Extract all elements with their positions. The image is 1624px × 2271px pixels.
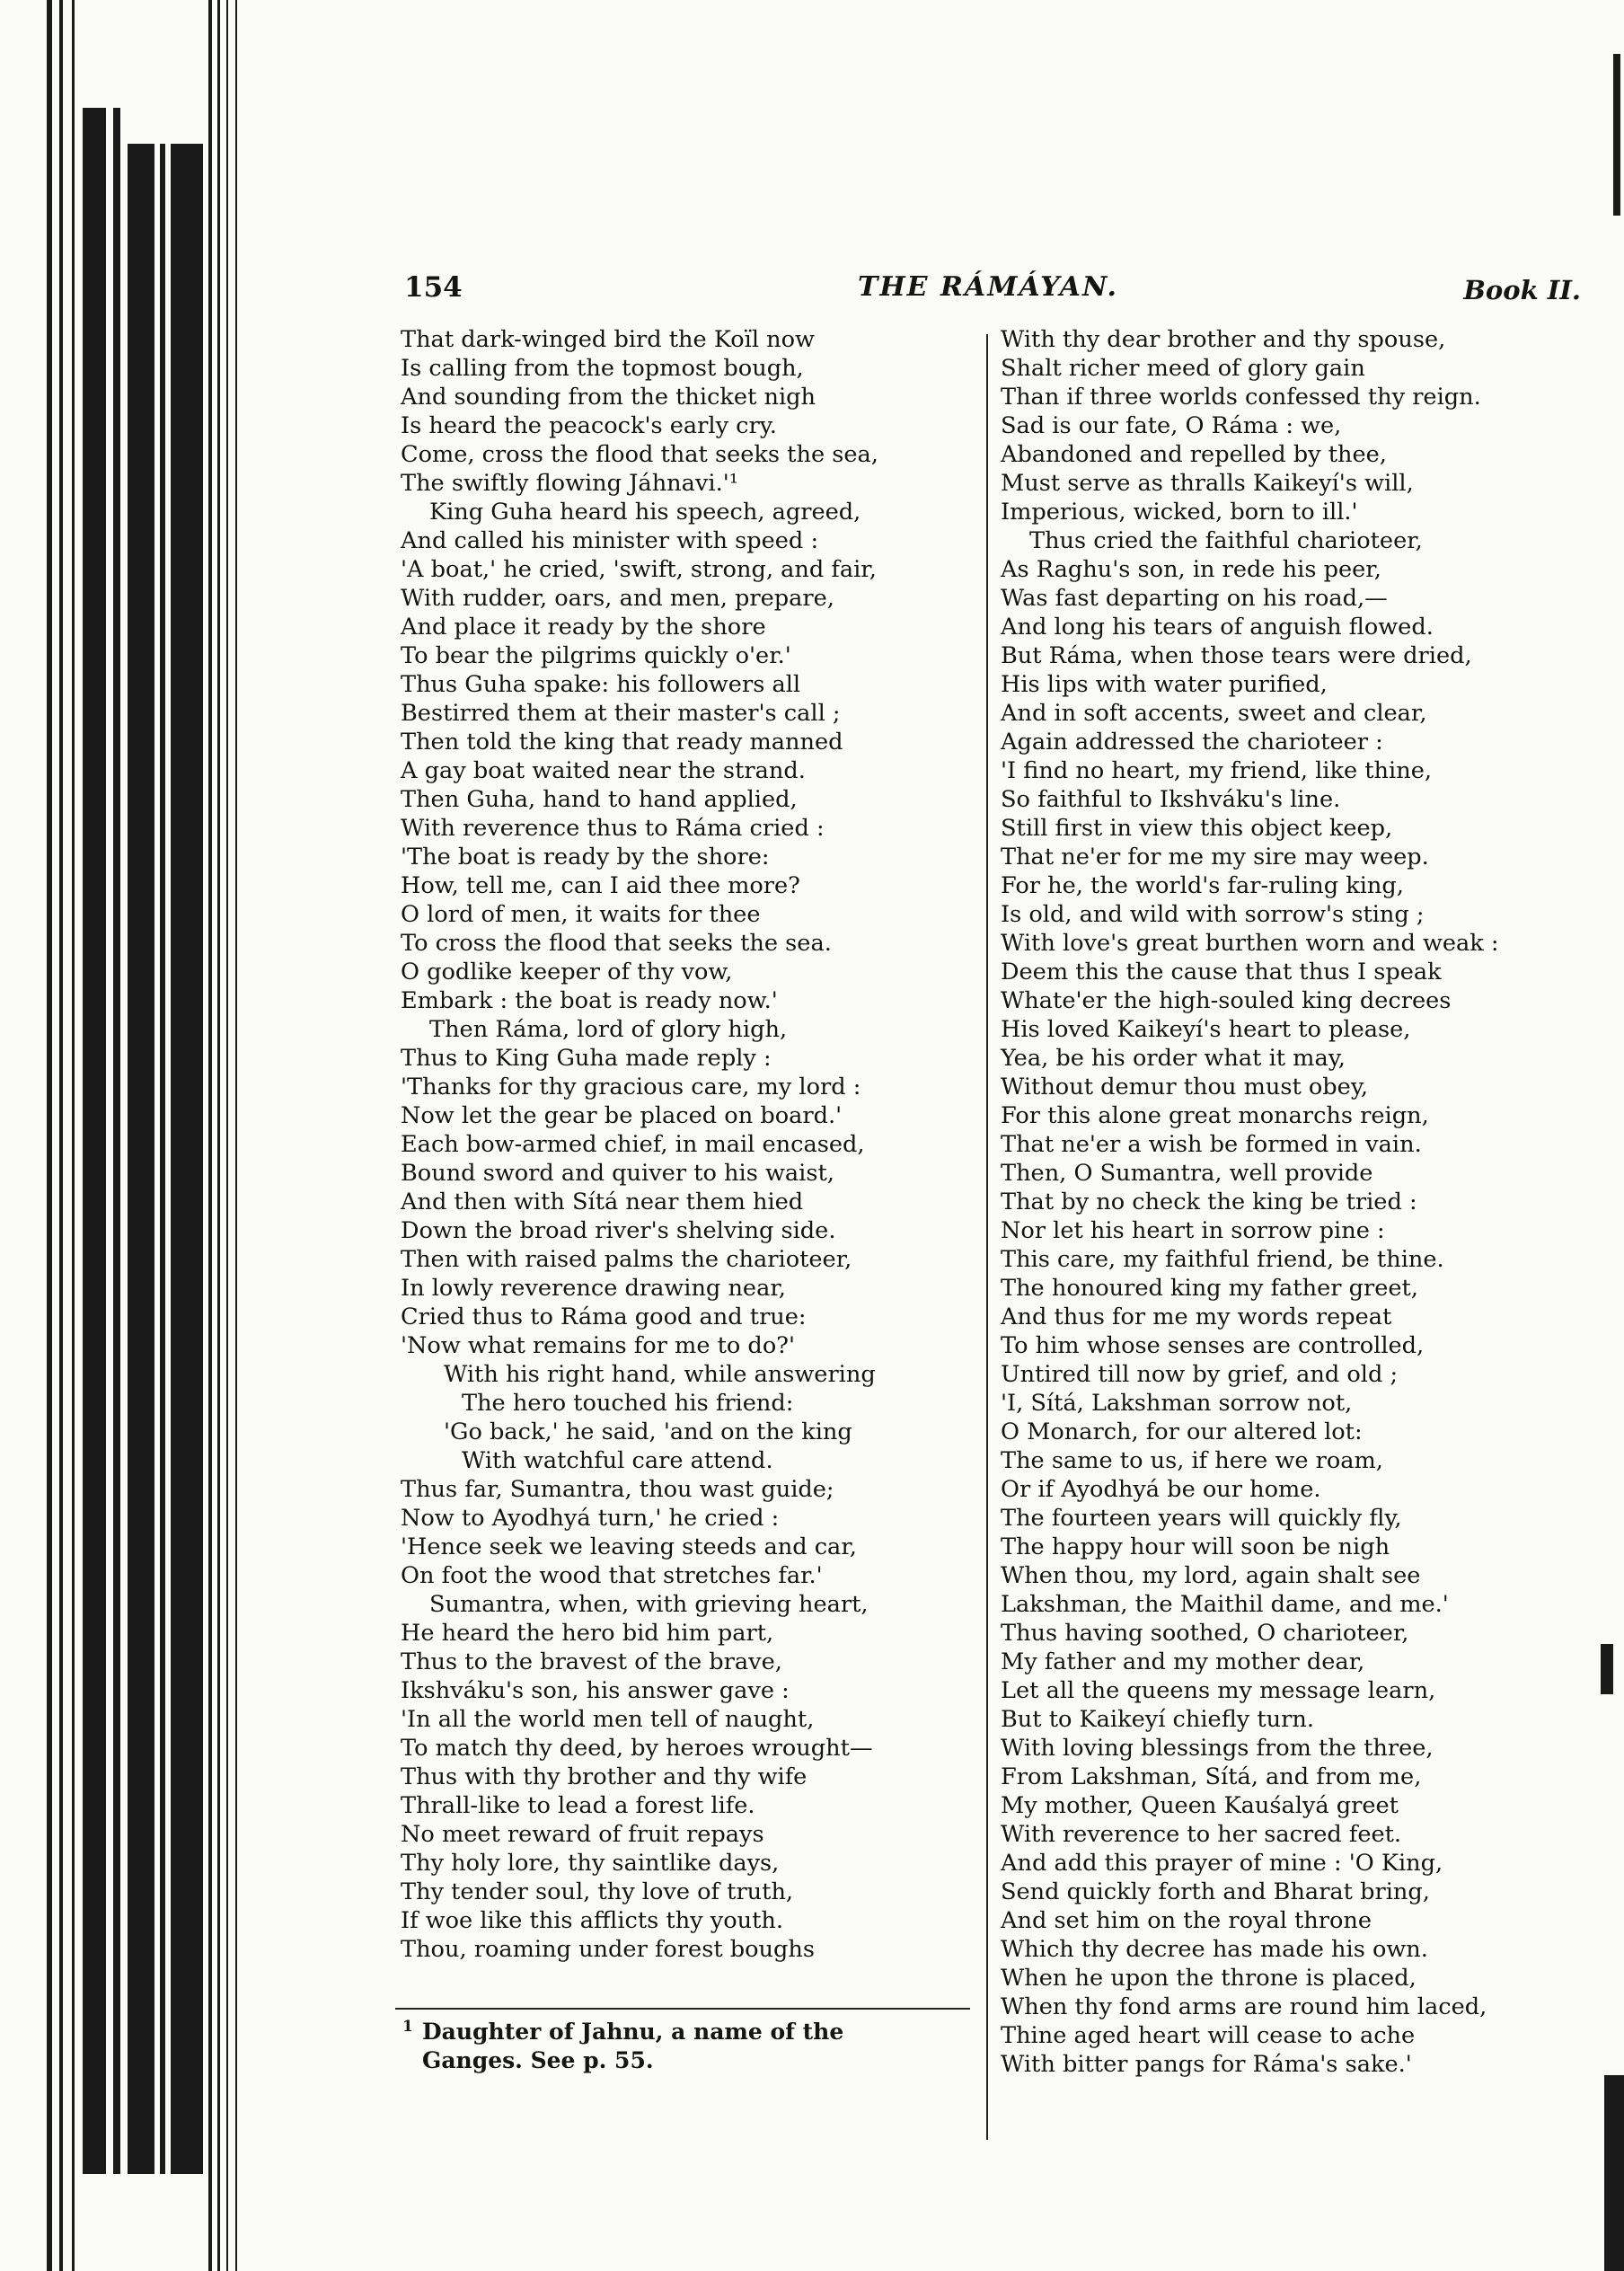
scan-margin-mark bbox=[1601, 1644, 1613, 1694]
verse-line: With his right hand, while answering bbox=[444, 1361, 876, 1388]
verse-line: Must serve as thralls Kaikeyí's will, bbox=[1001, 470, 1414, 497]
verse-line: Then Guha, hand to hand applied, bbox=[401, 786, 798, 813]
verse-line: That ne'er a wish be formed in vain. bbox=[1001, 1131, 1422, 1158]
verse-line: Shalt richer meed of glory gain bbox=[1001, 355, 1365, 382]
verse-line: If woe like this afflicts thy youth. bbox=[401, 1907, 784, 1934]
scanned-binding-edge bbox=[0, 0, 269, 2271]
verse-line: Each bow-armed chief, in mail encased, bbox=[401, 1131, 865, 1158]
verse-line: 'Go back,' he said, 'and on the king bbox=[444, 1418, 852, 1445]
verse-line: Thus to the bravest of the brave, bbox=[401, 1648, 782, 1675]
verse-line: No meet reward of fruit repays bbox=[401, 1821, 764, 1848]
verse-line: Then with raised palms the charioteer, bbox=[401, 1246, 852, 1273]
verse-line: Is old, and wild with sorrow's sting ; bbox=[1001, 901, 1425, 928]
verse-line: A gay boat waited near the strand. bbox=[401, 757, 806, 784]
verse-line: The honoured king my father greet, bbox=[1001, 1275, 1418, 1302]
footnote-rule bbox=[395, 2008, 970, 2010]
page-number: 154 bbox=[404, 271, 463, 304]
verse-line: From Lakshman, Sítá, and from me, bbox=[1001, 1763, 1422, 1790]
verse-line: Now to Ayodhyá turn,' he cried : bbox=[401, 1505, 780, 1532]
verse-line: That dark-winged bird the Koïl now bbox=[401, 326, 815, 353]
verse-line: Thus with thy brother and thy wife bbox=[401, 1763, 808, 1790]
verse-line: Than if three worlds confessed thy reign. bbox=[1001, 384, 1481, 411]
verse-line: Send quickly forth and Bharat bring, bbox=[1001, 1878, 1430, 1905]
verse-line: Sad is our fate, O Ráma : we, bbox=[1001, 412, 1342, 439]
verse-line: And called his minister with speed : bbox=[401, 527, 819, 554]
footnote-marker: 1 bbox=[402, 2018, 413, 2036]
verse-line: And place it ready by the shore bbox=[401, 614, 766, 641]
verse-line: Or if Ayodhyá be our home. bbox=[1001, 1476, 1321, 1503]
verse-line: Down the broad river's shelving side. bbox=[401, 1217, 836, 1244]
verse-line: Lakshman, the Maithil dame, and me.' bbox=[1001, 1591, 1449, 1618]
verse-line: The swiftly flowing Jáhnavi.'¹ bbox=[401, 470, 738, 497]
verse-line: Whate'er the high-souled king decrees bbox=[1001, 987, 1452, 1014]
left-column bbox=[401, 325, 966, 1964]
verse-line: He heard the hero bid him part, bbox=[401, 1620, 774, 1647]
verse-line: Then Ráma, lord of glory high, bbox=[429, 1016, 788, 1043]
verse-line: Thine aged heart will cease to ache bbox=[1001, 2022, 1416, 2049]
footnote bbox=[402, 2018, 970, 2075]
verse-line: With loving blessings from the three, bbox=[1001, 1735, 1434, 1762]
verse-line: Thus having soothed, O charioteer, bbox=[1001, 1620, 1409, 1647]
verse-line: For he, the world's far-ruling king, bbox=[1001, 872, 1404, 899]
verse-line: Cried thus to Ráma good and true: bbox=[401, 1303, 807, 1330]
verse-line: 'I find no heart, my friend, like thine, bbox=[1001, 757, 1432, 784]
verse-line: My mother, Queen Kauśalyá greet bbox=[1001, 1792, 1399, 1819]
verse-line: O lord of men, it waits for thee bbox=[401, 901, 761, 928]
verse-line: Come, cross the flood that seeks the sea, bbox=[401, 441, 878, 468]
verse-line: The happy hour will soon be nigh bbox=[1001, 1533, 1390, 1560]
verse-line: Thou, roaming under forest boughs bbox=[401, 1936, 816, 1963]
verse-line: With rudder, oars, and men, prepare, bbox=[401, 585, 834, 612]
verse-line: As Raghu's son, in rede his peer, bbox=[1001, 556, 1381, 583]
scan-margin-mark bbox=[1613, 54, 1620, 216]
footnote-line: Ganges. See p. 55. bbox=[422, 2047, 654, 2073]
running-head bbox=[404, 271, 1581, 311]
verse-line: Is calling from the topmost bough, bbox=[401, 355, 804, 382]
verse-line: But Ráma, when those tears were dried, bbox=[1001, 642, 1472, 669]
verse-line: His lips with water purified, bbox=[1001, 671, 1328, 698]
verse-line: Thus to King Guha made reply : bbox=[401, 1045, 772, 1072]
verse-line: 'Hence seek we leaving steeds and car, bbox=[401, 1533, 857, 1560]
verse-line: 'In all the world men tell of naught, bbox=[401, 1706, 815, 1733]
verse-line: Yea, be his order what it may, bbox=[1001, 1045, 1346, 1072]
verse-line: Bestirred them at their master's call ; bbox=[401, 700, 841, 727]
verse-line: How, tell me, can I aid thee more? bbox=[401, 872, 800, 899]
verse-line: Thus far, Sumantra, thou wast guide; bbox=[401, 1476, 834, 1503]
verse-line: When he upon the throne is placed, bbox=[1001, 1965, 1417, 1992]
verse-line: And thus for me my words repeat bbox=[1001, 1303, 1392, 1330]
verse-line: Deem this the cause that thus I speak bbox=[1001, 959, 1442, 985]
verse-line: Thus Guha spake: his followers all bbox=[401, 671, 801, 698]
verse-line: With thy dear brother and thy spouse, bbox=[1001, 326, 1446, 353]
right-column bbox=[1001, 325, 1575, 2079]
verse-line: Let all the queens my message learn, bbox=[1001, 1677, 1436, 1704]
running-title: THE RÁMÁYAN. bbox=[858, 271, 1118, 303]
verse-line: In lowly reverence drawing near, bbox=[401, 1275, 786, 1302]
verse-line: With reverence to her sacred feet. bbox=[1001, 1821, 1402, 1848]
verse-line: 'I, Sítá, Lakshman sorrow not, bbox=[1001, 1390, 1353, 1417]
verse-line: But to Kaikeyí chiefly turn. bbox=[1001, 1706, 1314, 1733]
verse-line: My father and my mother dear, bbox=[1001, 1648, 1365, 1675]
verse-line: Thus cried the faithful charioteer, bbox=[1029, 527, 1423, 554]
verse-line: To match thy deed, by heroes wrought— bbox=[401, 1735, 873, 1762]
verse-line: O godlike keeper of thy vow, bbox=[401, 959, 733, 985]
verse-line: That ne'er for me my sire may weep. bbox=[1001, 844, 1429, 870]
verse-line: When thou, my lord, again shalt see bbox=[1001, 1562, 1421, 1589]
verse-line: Ikshváku's son, his answer gave : bbox=[401, 1677, 790, 1704]
verse-line: And set him on the royal throne bbox=[1001, 1907, 1372, 1934]
verse-line: Thy holy lore, thy saintlike days, bbox=[401, 1850, 780, 1877]
verse-line: Again addressed the charioteer : bbox=[1001, 729, 1383, 756]
verse-line: And sounding from the thicket nigh bbox=[401, 384, 816, 411]
verse-line: Then, O Sumantra, well provide bbox=[1001, 1160, 1373, 1187]
verse-line: And in soft accents, sweet and clear, bbox=[1001, 700, 1427, 727]
verse-line: Nor let his heart in sorrow pine : bbox=[1001, 1217, 1385, 1244]
verse-line: Now let the gear be placed on board.' bbox=[401, 1102, 843, 1129]
verse-line: The fourteen years will quickly fly, bbox=[1001, 1505, 1402, 1532]
verse-line: 'The boat is ready by the shore: bbox=[401, 844, 770, 870]
verse-line: Thy tender soul, thy love of truth, bbox=[401, 1878, 794, 1905]
column-divider bbox=[986, 334, 988, 2140]
verse-line: The same to us, if here we roam, bbox=[1001, 1447, 1383, 1474]
verse-line: This care, my faithful friend, be thine. bbox=[1001, 1246, 1444, 1273]
verse-line: His loved Kaikeyí's heart to please, bbox=[1001, 1016, 1411, 1043]
verse-line: And long his tears of anguish flowed. bbox=[1001, 614, 1434, 641]
verse-line: Was fast departing on his road,— bbox=[1001, 585, 1388, 612]
verse-line: With watchful care attend. bbox=[462, 1447, 773, 1474]
verse-line: Untired till now by grief, and old ; bbox=[1001, 1361, 1399, 1388]
verse-line: To bear the pilgrims quickly o'er.' bbox=[401, 642, 791, 669]
verse-line: Imperious, wicked, born to ill.' bbox=[1001, 499, 1358, 526]
verse-line: With love's great burthen worn and weak : bbox=[1001, 930, 1499, 957]
verse-line: Abandoned and repelled by thee, bbox=[1001, 441, 1387, 468]
verse-line: Without demur thou must obey, bbox=[1001, 1074, 1369, 1100]
verse-line: So faithful to Ikshváku's line. bbox=[1001, 786, 1341, 813]
verse-line: The hero touched his friend: bbox=[462, 1390, 794, 1417]
book-label: Book II. bbox=[1463, 275, 1581, 305]
verse-line: Embark : the boat is ready now.' bbox=[401, 987, 778, 1014]
verse-line: King Guha heard his speech, agreed, bbox=[429, 499, 861, 526]
footnote-line: Daughter of Jahnu, a name of the bbox=[422, 2019, 844, 2045]
verse-line: 'Now what remains for me to do?' bbox=[401, 1332, 795, 1359]
verse-line: For this alone great monarchs reign, bbox=[1001, 1102, 1429, 1129]
scan-margin-mark bbox=[1604, 2075, 1624, 2271]
verse-line: Still first in view this object keep, bbox=[1001, 815, 1393, 842]
verse-line: And add this prayer of mine : 'O King, bbox=[1001, 1850, 1443, 1877]
verse-line: O Monarch, for our altered lot: bbox=[1001, 1418, 1363, 1445]
verse-line: Then told the king that ready manned bbox=[401, 729, 843, 756]
verse-line: That by no check the king be tried : bbox=[1001, 1189, 1417, 1215]
verse-line: Bound sword and quiver to his waist, bbox=[401, 1160, 834, 1187]
verse-line: Is heard the peacock's early cry. bbox=[401, 412, 777, 439]
verse-line: Sumantra, when, with grieving heart, bbox=[429, 1591, 869, 1618]
verse-line: 'A boat,' he cried, 'swift, strong, and fair, bbox=[401, 556, 877, 583]
verse-line: With bitter pangs for Ráma's sake.' bbox=[1001, 2051, 1412, 2078]
verse-line: On foot the wood that stretches far.' bbox=[401, 1562, 823, 1589]
verse-line: To him whose senses are controlled, bbox=[1001, 1332, 1425, 1359]
verse-line: With reverence thus to Ráma cried : bbox=[401, 815, 825, 842]
verse-line: When thy fond arms are round him laced, bbox=[1001, 1993, 1487, 2020]
verse-line: To cross the flood that seeks the sea. bbox=[401, 930, 832, 957]
verse-line: Which thy decree has made his own. bbox=[1001, 1936, 1428, 1963]
verse-line: 'Thanks for thy gracious care, my lord : bbox=[401, 1074, 861, 1100]
verse-line: And then with Sítá near them hied bbox=[401, 1189, 804, 1215]
verse-line: Thrall-like to lead a forest life. bbox=[401, 1792, 755, 1819]
